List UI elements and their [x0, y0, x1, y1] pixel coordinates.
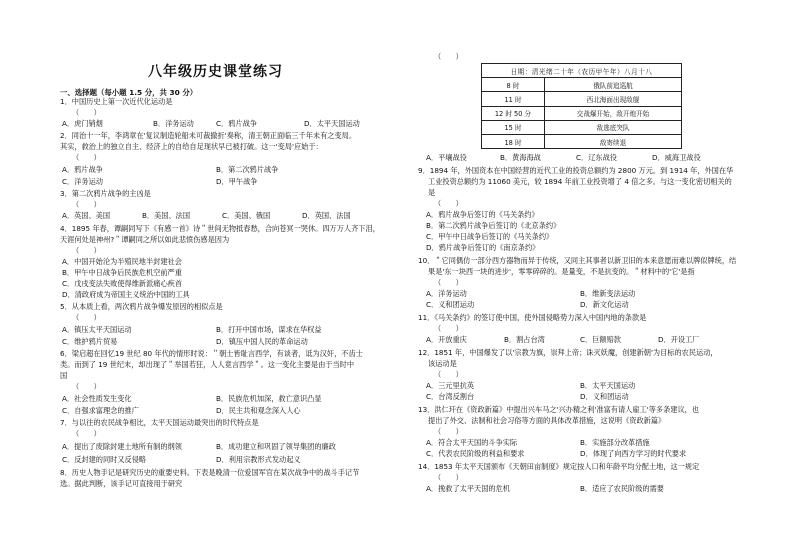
q1-option-c: C．鸦片战争	[216, 119, 257, 128]
q1-answer-paren: （ ）	[72, 108, 101, 117]
q13-option-d: D．体现了向西方学习的时代要求	[580, 449, 687, 458]
q3-answer-paren: （ ）	[72, 200, 101, 209]
q5-option-a: A．镇压太平天国运动	[62, 325, 132, 334]
q12-answer-paren: （ ）	[434, 370, 463, 379]
q2-stem-2: 其实，救治上的独立自主、经济上的自给自足现状早已被打破。这一'变局'应始于：	[60, 142, 323, 151]
q1-option-b: B．洋务运动	[153, 119, 194, 128]
q3-option-d: D．英国、法国	[302, 211, 351, 220]
table-row	[482, 92, 682, 106]
log-time: 11 时	[482, 92, 545, 106]
q2-option-d: D．甲午战争	[216, 177, 258, 186]
q2-option-c: C．洋务运动	[62, 177, 103, 186]
q13-option-b: B．实施部分改革措施	[580, 438, 650, 447]
q9-stem-3: 是	[428, 188, 436, 197]
log-event: 敌寄续退	[545, 134, 682, 148]
q10-option-c: C．义和团运动	[426, 300, 475, 309]
q8-option-d: D．威海卫战役	[652, 153, 701, 162]
q8-answer-paren: （ ）	[434, 52, 463, 61]
q14-option-b: B．适应了农民阶级的需要	[580, 484, 664, 493]
q1-stem: 1．中国历史上第一次近代化运动是	[60, 97, 173, 106]
q3-option-b: B．美国、法国	[142, 211, 191, 220]
q12-option-d: D．义和团运动	[580, 392, 629, 401]
q3-stem: 3．第二次鸦片战争的主凶是	[60, 189, 151, 198]
q6-option-d: D．民主共和观念深入人心	[216, 406, 301, 415]
q13-stem-2: 提出了外交、法制和社会习俗等方面的具体改革措施，这说明《资政新篇》	[428, 416, 666, 425]
table-row	[482, 106, 682, 120]
q6-option-b: B．民族危机加深，救亡意识凸显	[216, 394, 322, 403]
q10-stem-2: 果是'东一块西一块的进步'，零零碎碎的。是量变，不是抗变的。＂材料中的'它'是指	[428, 267, 695, 276]
q11-option-a: A．开放重庆	[426, 335, 467, 344]
q6-answer-paren: （ ）	[72, 382, 101, 391]
q9-option-b: B．第二次鸦片战争后签订的《北京条约》	[426, 221, 561, 230]
q4-stem-2: 天涯何处是神州?＂谭嗣同之所以如此悲愤伤感是因为	[60, 235, 230, 244]
q11-option-d: D．开设工厂	[658, 335, 700, 344]
q1-option-d: D．太平天国运动	[304, 119, 360, 128]
q4-answer-paren: （ ）	[72, 246, 101, 255]
battle-log-header: 日期：清光绪二十年（农历甲午年）八月十八	[482, 64, 682, 78]
battle-log-table	[481, 63, 682, 149]
q8-option-b: B．黄海海战	[500, 153, 541, 162]
q13-answer-paren: （ ）	[434, 427, 463, 436]
q4-option-b: B．甲午中日战争后民族危机空前严重	[62, 268, 182, 277]
q7-option-c: C．反封建的同时又反侵略	[62, 455, 147, 464]
q11-answer-paren: （ ）	[434, 324, 463, 333]
q4-option-d: D．清政府成为帝国主义统治中国的工具	[62, 290, 190, 299]
q13-option-c: C．代表农民阶级的利益和要求	[426, 449, 525, 458]
table-row	[482, 134, 682, 148]
q6-stem-1: 6．梁启超在回忆19 世纪 80 年代的情形时说：＂朝士皆耻言西学，有谈者，诋为汉奸，不齿士	[60, 349, 363, 358]
q10-option-a: A．洋务运动	[426, 289, 467, 298]
section-heading: 一、选择题（每小题 1.5 分，共 30 分）	[60, 88, 198, 97]
q10-option-b: B．维新变法运动	[580, 289, 636, 298]
q10-stem-1: 10．＂它同偶仿一部分西方器物而异于传统，又同主其事者以新卫旧的本来意愿而难以牌似牌统，结	[418, 256, 737, 265]
q12-stem-1: 12．1851 年，中国爆发了以'宗教为旗，崇拜上帝；诛灭妖魔，创建新朝'为目标的农民运动，	[418, 348, 718, 357]
q2-stem-1: 2．同治十一年，李鸿章在'复议制造轮船未可裁撤折'奏称，清王朝正面临三千年未有之变局。	[60, 131, 357, 140]
log-time: 18 时	[482, 134, 545, 148]
q6-stem-3: 国	[60, 371, 68, 380]
q11-option-b: B．割占台湾	[504, 335, 545, 344]
q2-option-b: B．第二次鸦片战争	[216, 165, 279, 174]
q8-stem-2: 选。据此判断，该手记可直接用于研究	[60, 479, 183, 488]
q8-option-a: A．平壤战役	[426, 153, 467, 162]
q4-stem-1: 4．1895 年春，谭嗣同写下《有感一首》诗＂世间无物抵春愁，合向苍冥一哭休。四万万人齐下泪，	[60, 224, 380, 233]
page-title: 八年级历史课堂练习	[148, 64, 283, 80]
log-time: 8 时	[482, 78, 545, 92]
q9-option-d: D．鸦片战争后签订的《南京条约》	[426, 243, 540, 252]
q6-option-a: A．社会性质发生变化	[62, 394, 132, 403]
q5-option-b: B．打开中国市场，谋求在华权益	[216, 325, 322, 334]
q14-stem: 14．1853 年太平天国颁布《天朝田亩制度》规定按人口和年龄平均分配土地，这一规定	[418, 462, 700, 471]
q4-option-c: C．戊戌变法失败使得维新派痛心疾首	[62, 279, 183, 288]
q6-option-c: C．自强求富理念的推广	[62, 406, 139, 415]
q9-option-c: C．甲午中日战争后签订的《马关条约》	[426, 232, 554, 241]
q13-option-a: A．符合太平天国的斗争实际	[426, 438, 518, 447]
q6-stem-2: 类。而到了 19 世纪末，却出现了＂举国若狂，人人竟言西学＂。这一变化主要是由于当时中	[60, 360, 355, 369]
q7-stem: 7．与以往的农民战争相比，太平天国运动最突出的时代特点是	[60, 418, 259, 427]
q12-option-b: B．太平天国运动	[580, 381, 636, 390]
q5-option-d: D．镇压中国人民的革命运动	[216, 337, 308, 346]
q11-option-c: C．巨额赔款	[580, 335, 621, 344]
q9-stem-1: 9．1894 年，外国资本在中国经营的近代工业的投资总额约为 2800 万元。到 1914 年，外国在华	[418, 166, 734, 175]
q7-option-d: D．利用宗教形式发动起义	[216, 455, 301, 464]
log-time: 12 时 50 分	[482, 106, 545, 120]
q2-option-a: A．鸦片战争	[62, 165, 103, 174]
q8-stem-1: 8．历史人物手记是研究历史的重要史料。下表是晚清一位爱国军官在某次战争中的战斗手记节	[60, 468, 360, 477]
q9-answer-paren: （ ）	[434, 199, 463, 208]
q7-option-a: A．提出了废除封建土地所有制的纲领	[62, 442, 182, 451]
q10-answer-paren: （ ）	[434, 278, 463, 287]
q3-option-c: C．美国、俄国	[222, 211, 271, 220]
log-time: 15 时	[482, 120, 545, 134]
q10-option-d: D．新文化运动	[580, 300, 629, 309]
q7-option-b: B．成功建立和巩固了领导集团的廉政	[216, 442, 336, 451]
log-event: 交战爆开始，敌开炮开始	[545, 106, 682, 120]
table-row	[482, 78, 682, 92]
q5-answer-paren: （ ）	[72, 313, 101, 322]
q4-option-a: A．中国开始沦为半殖民地半封建社会	[62, 257, 182, 266]
q14-option-a: A．挽救了太平天国的危机	[426, 484, 510, 493]
q5-option-c: C．维护鸦片贸易	[62, 337, 118, 346]
q13-stem-1: 13．洪仁玕在《资政新篇》中提出兴车马之'兴办精之利'准富有请人雇工'等多条建议，也	[418, 405, 700, 414]
q2-answer-paren: （ ）	[72, 153, 101, 162]
q9-option-a: A．鸦片战争后签订的《马关条约》	[426, 210, 539, 219]
q8-option-c: C．辽东战役	[576, 153, 617, 162]
log-event: 俄队前追巡航	[545, 78, 682, 92]
q3-option-a: A．英国、美国	[62, 211, 111, 220]
q12-option-c: C．台湾反割台	[426, 392, 475, 401]
q5-stem: 5．从本质上看，两次鸦片战争爆发原因的相似点是	[60, 302, 223, 311]
q12-option-a: A．三元里抗英	[426, 381, 475, 390]
table-row	[482, 120, 682, 134]
q1-option-a: A．虎门销烟	[62, 119, 103, 128]
q9-stem-2: 工业投资总额约为 11060 美元，较 1894 年前工业投资增了 4 倍之多。与这一变化密切相关的	[428, 177, 732, 186]
q7-answer-paren: （ ）	[72, 429, 101, 438]
log-event: 西北海面出现敌舰	[545, 92, 682, 106]
q14-answer-paren: （ ）	[434, 473, 463, 482]
q11-stem: 11．《马关条约》的签订使中国，使外国侵略势力深入中国内地的条款是	[418, 313, 647, 322]
log-event: 敌逃底突队	[545, 120, 682, 134]
q12-stem-2: 该运动是	[428, 359, 457, 368]
